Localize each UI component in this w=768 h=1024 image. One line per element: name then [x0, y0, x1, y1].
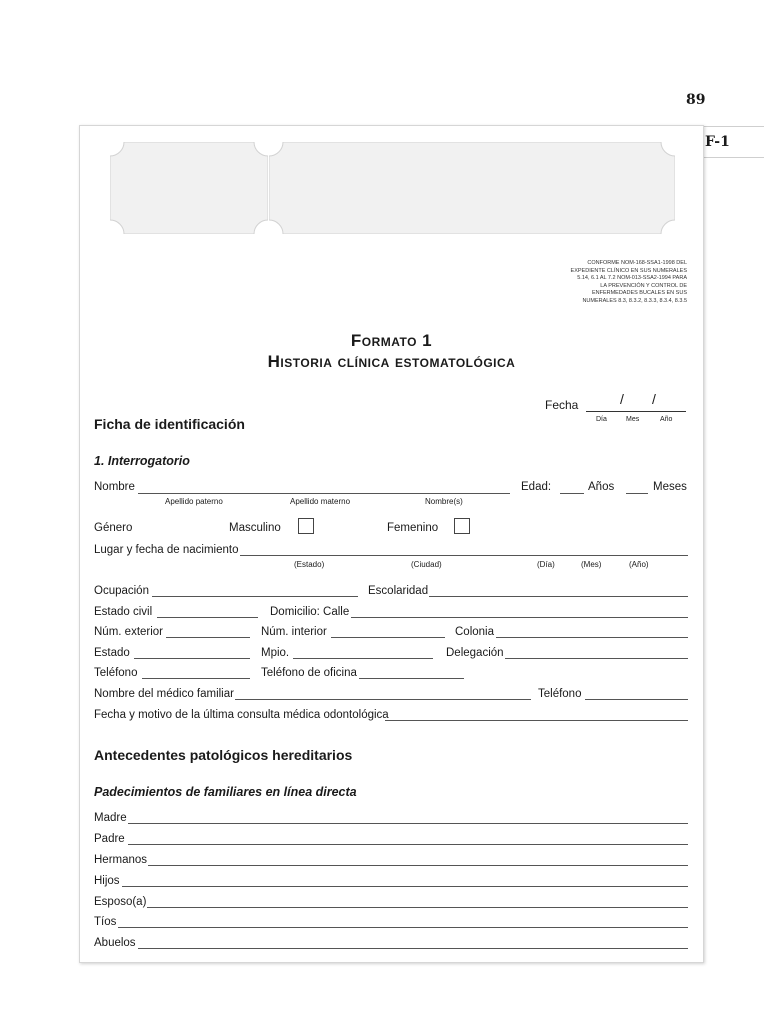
- delegacion-field[interactable]: [505, 658, 688, 659]
- edad-meses-field[interactable]: [626, 493, 648, 494]
- fecha-anio: Año: [660, 416, 673, 423]
- fecha-label: Fecha: [545, 398, 579, 412]
- estado-field[interactable]: [134, 658, 250, 659]
- hermanos-field[interactable]: [148, 865, 688, 866]
- femenino-checkbox[interactable]: [454, 518, 470, 534]
- telefono-field[interactable]: [142, 678, 250, 679]
- antecedentes-heading: Antecedentes patológicos hereditarios: [94, 747, 353, 763]
- fecha-mes: Mes: [626, 416, 640, 423]
- calle-field[interactable]: [351, 617, 688, 618]
- madre-field[interactable]: [128, 823, 688, 824]
- escolaridad-field[interactable]: [429, 596, 688, 597]
- section-tab-label: F-1: [705, 134, 730, 150]
- nombre-label: Nombre: [94, 481, 135, 493]
- colonia-field[interactable]: [496, 637, 688, 638]
- form-title-line1: Formato 1: [350, 331, 433, 350]
- form-title-line2: Historia clínica estomatológica: [267, 352, 516, 371]
- nombre-field[interactable]: [138, 493, 510, 494]
- lugar-fecha-field[interactable]: [240, 555, 688, 556]
- photo-frame-left: [110, 142, 268, 234]
- ultima-consulta-field[interactable]: [385, 720, 688, 721]
- telefono-oficina-field[interactable]: [359, 678, 464, 679]
- hijos-field[interactable]: [122, 886, 688, 887]
- telefono-medico-field[interactable]: [585, 699, 688, 700]
- num-exterior-field[interactable]: [166, 637, 250, 638]
- esposo-field[interactable]: [147, 907, 688, 908]
- padecimientos-heading: Padecimientos de familiares en línea directa: [94, 785, 357, 799]
- fecha-field[interactable]: [586, 411, 686, 412]
- abuelos-field[interactable]: [138, 948, 688, 949]
- medico-familiar-field[interactable]: [235, 699, 531, 700]
- header-frame-right: [269, 142, 675, 234]
- estado-civil-field[interactable]: [157, 617, 258, 618]
- page-number: 89: [686, 92, 706, 108]
- edad-label: Edad:: [521, 481, 552, 493]
- mpio-field[interactable]: [293, 658, 433, 659]
- padre-field[interactable]: [128, 844, 688, 845]
- compliance-note: CONFORME NOM-168-SSA1-1998 DEL EXPEDIENTE CLÍNICO EN SUS NUMERALES 5.14, 6.1 AL 7.2 NOM-013-SSA2-1994 PARA LA PREVENCIÓN Y CONTROL DE ENFERMEDADES BUCALES EN SUS NUMERALES 8.3, 8.3.2, 8.3.3, 8.3.4, 8.3.5: [570, 260, 687, 304]
- form-sheet: CONFORME NOM-168-SSA1-1998 DEL EXPEDIENTE CLÍNICO EN SUS NUMERALES 5.14, 6.1 AL 7.2 NOM-013-SSA2-1994 PARA LA PREVENCIÓN Y CONTROL DE ENFERMEDADES BUCALES EN SUS NUMERALES 8.3, 8.3.2, 8.3.3, 8.3.4, 8.3.5 Formato 1 Historia clínica estomatológica Fecha / / Día Mes Año Ficha de identificación 1. Interrogatorio Nombre Edad: Años Meses Apellido paterno Apellido materno Nombre(s) Género Masculino Femenino Lugar y fecha de nacimiento (Estado) (Ciudad) (Día) (Mes) (Año) Ocupación Escolaridad Estado civil Domicilio: Calle Núm. exterior Núm. interior Colonia Estado Mpio. Delegación Teléfono Teléfono de oficina Nombre del médico familiar Teléfono Fecha y motivo de la última consulta médica odontológica Antecedentes patológicos hereditarios Padecimientos de familiares en línea directa Madre Padre Hermanos Hijos Esposo(a) Tíos Abuelos: [79, 125, 704, 963]
- section-tab: [694, 126, 764, 158]
- interrogatorio-heading: 1. Interrogatorio: [94, 454, 190, 468]
- ocupacion-field[interactable]: [152, 596, 358, 597]
- num-interior-field[interactable]: [331, 637, 445, 638]
- masculino-checkbox[interactable]: [298, 518, 314, 534]
- fecha-dia: Día: [596, 416, 607, 423]
- ficha-heading: Ficha de identificación: [94, 416, 245, 432]
- edad-anios-field[interactable]: [560, 493, 584, 494]
- tios-field[interactable]: [118, 927, 688, 928]
